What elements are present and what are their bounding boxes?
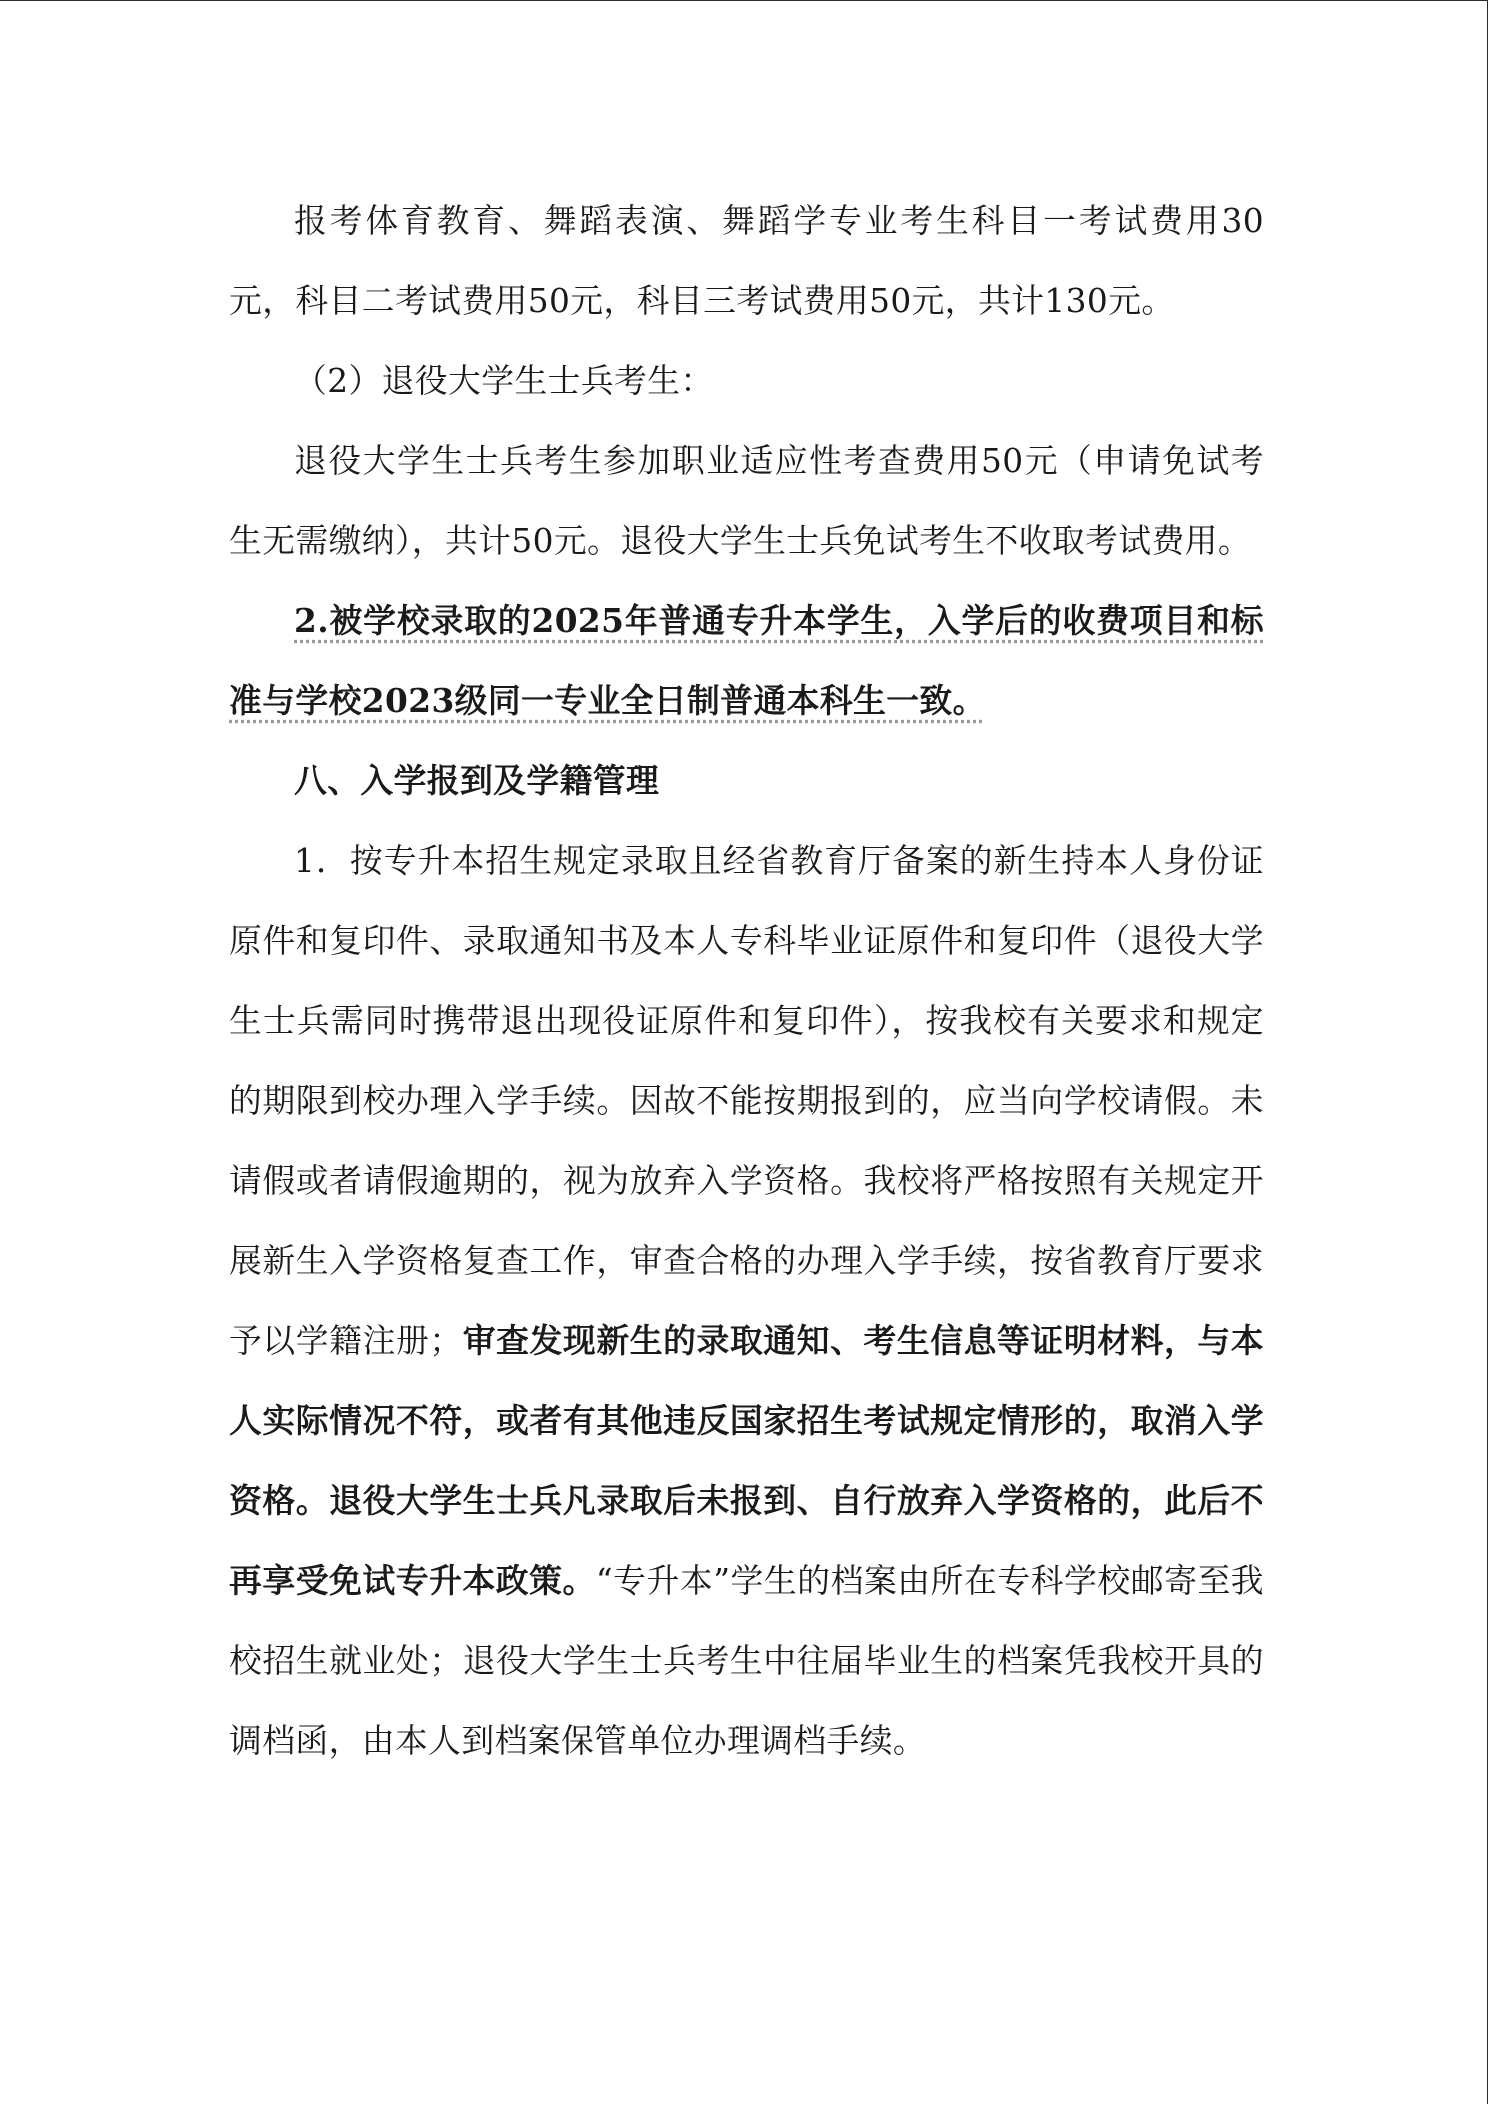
- registration-text-bold: 审查发现新生的录取通知、考生信息等证明材料，与本人实际情况不符，或者有其他违反国家招生考试规定情形的，取消入学资格。退役大学生士兵凡录取后未报到、自行放弃入学资格的，此后不再享受免试专升本政策。: [229, 1321, 1264, 1600]
- registration-text-part3: “专升本”学生的档案由所在专科学校邮寄至我校招生就业处；退役大学生士兵考生中往届毕业生的档案凭我校开具的调档函，由本人到档案保管单位办理调档手续。: [229, 1562, 1264, 1760]
- veteran-fee-paragraph: 退役大学生士兵考生参加职业适应性考查费用50元（申请免试考生无需缴纳），共计50元。退役大学生士兵免试考生不收取考试费用。: [229, 442, 1264, 560]
- registration-text-part1: 1．按专升本招生规定录取且经省教育厅备案的新生持本人身份证原件和复印件、录取通知书及本人专科毕业证原件和复印件（退役大学生士兵需同时携带退出现役证原件和复印件），按我校有关要求和规定的期限到校办理入学手续。因故不能按期报到的，应当向学校请假。未请假或者请假逾期的，视为放弃入学资格。我校将严格按照有关规定开展新生入学资格复查工作，审查合格的办理入学手续，按省教育厅要求予以学籍注册；: [229, 842, 1264, 1360]
- section-heading: 八、入学报到及学籍管理: [294, 762, 660, 800]
- document-body: [229, 181, 1264, 1781]
- fee-paragraph-pe-dance: 报考体育教育、舞蹈表演、舞蹈学专业考生科目一考试费用30元，科目二考试费用50元，科目三考试费用50元，共计130元。: [229, 202, 1264, 320]
- admitted-fees-paragraph: [229, 581, 1264, 741]
- admitted-fees-text: 2.被学校录取的2025年普通专升本学生，入学后的收费项目和标准与学校2023级同一专业全日制普通本科生一致。: [229, 601, 1264, 720]
- registration-paragraph: [229, 821, 1264, 1781]
- veteran-subheading: （2）退役大学生士兵考生：: [294, 362, 714, 400]
